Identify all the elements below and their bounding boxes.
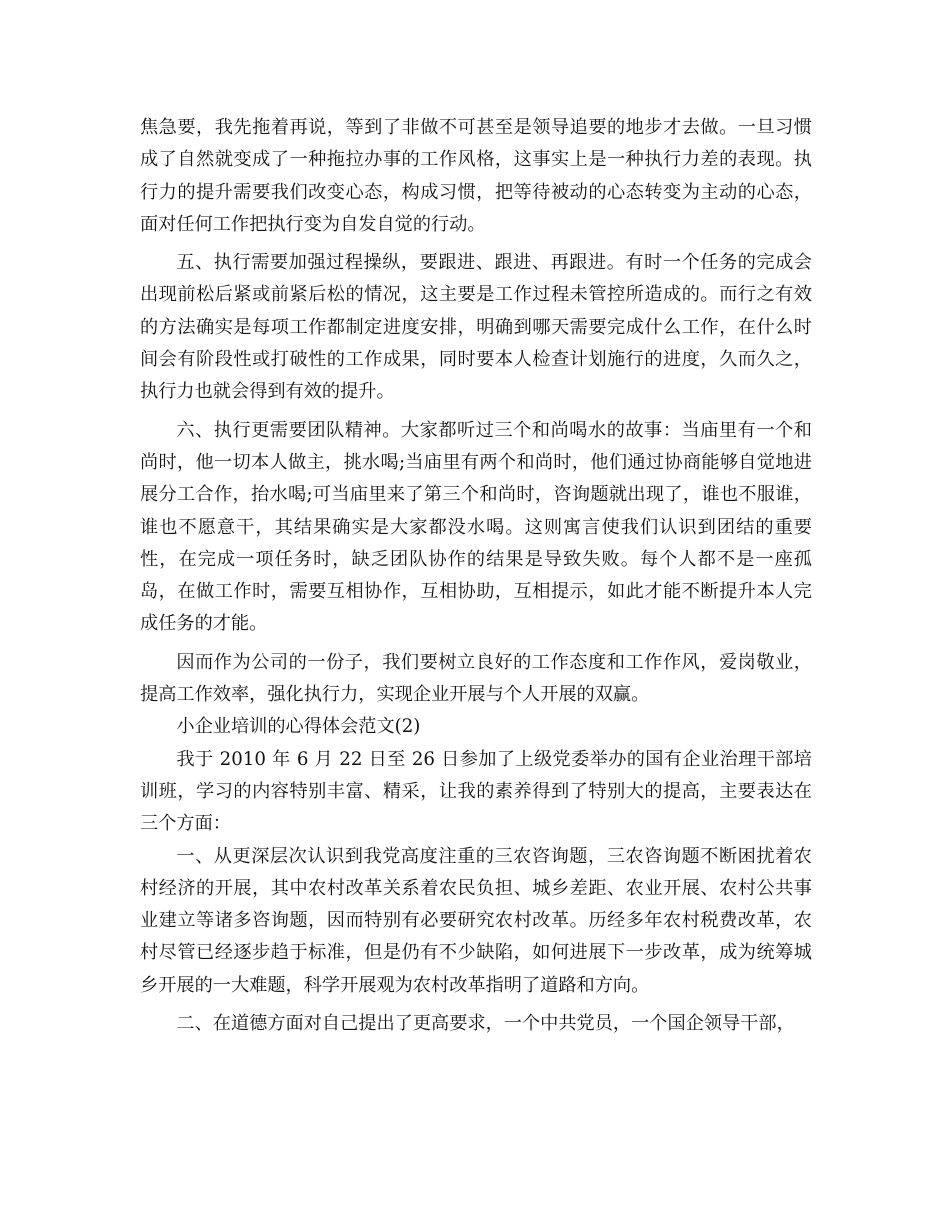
paragraph-intro: 我于 2010 年 6 月 22 日至 26 日参加了上级党委举办的国有企业治理干部培训班，学习的内容特别丰富、精采，让我的素养得到了特别大的提高，主要表达在三个方面：	[140, 748, 812, 835]
paragraph-conclusion: 因而作为公司的一份子，我们要树立良好的工作态度和工作作风，爱岗敬业，提高工作效率，强化执行力，实现企业开展与个人开展的双赢。	[140, 651, 812, 706]
paragraph-continuation: 焦急要，我先拖着再说，等到了非做不可甚至是领导追要的地步才去做。一旦习惯成了自然就变成了一种拖拉办事的工作风格，这事实上是一种执行力差的表现。执行力的提升需要我们改变心态，构成习惯，把等待被动的心态转变为主动的心态，面对任何工作把执行变为自发自觉的行动。	[140, 117, 812, 235]
paragraph-point-two: 二、在道德方面对自己提出了更高要求，一个中共党员，一个国企领导干部，	[176, 1013, 795, 1035]
paragraph-point-one: 一、从更深层次认识到我党高度注重的三农咨询题，三农咨询题不断困扰着农村经济的开展，其中农村改革关系着农民负担、城乡差距、农业开展、农村公共事业建立等诸多咨询题，因而特别有必要研究农村改革。历经多年农村税费改革，农村尽管已经逐步趋于标准，但是仍有不少缺陷，如何进展下一步改革，成为统筹城乡开展的一大难题，科学开展观为农村改革指明了道路和方向。	[140, 845, 812, 996]
document-body	[140, 112, 812, 1040]
paragraph-point-five: 五、执行需要加强过程操纵，要跟进、跟进、再跟进。有时一个任务的完成会出现前松后紧或前紧后松的情况，这主要是工作过程未管控所造成的。而行之有效的方法确实是每项工作都制定进度安排，明确到哪天需要完成什么工作，在什么时间会有阶段性或打破性的工作成果，同时要本人检查计划施行的进度，久而久之，执行力也就会得到有效的提升。	[140, 252, 812, 403]
section-heading: 小企业培训的心得体会范文(2)	[176, 716, 421, 738]
paragraph-point-six: 六、执行更需要团队精神。大家都听过三个和尚喝水的故事：当庙里有一个和尚时，他一切本人做主，挑水喝;当庙里有两个和尚时，他们通过协商能够自觉地进展分工合作，抬水喝;可当庙里来了第三个和尚时，咨询题就出现了，谁也不服谁，谁也不愿意干，其结果确实是大家都没水喝。这则寓言使我们认识到团结的重要性，在完成一项任务时，缺乏团队协作的结果是导致失败。每个人都不是一座孤岛，在做工作时，需要互相协作，互相协助，互相提示，如此才能不断提升本人完成任务的才能。	[140, 419, 812, 635]
